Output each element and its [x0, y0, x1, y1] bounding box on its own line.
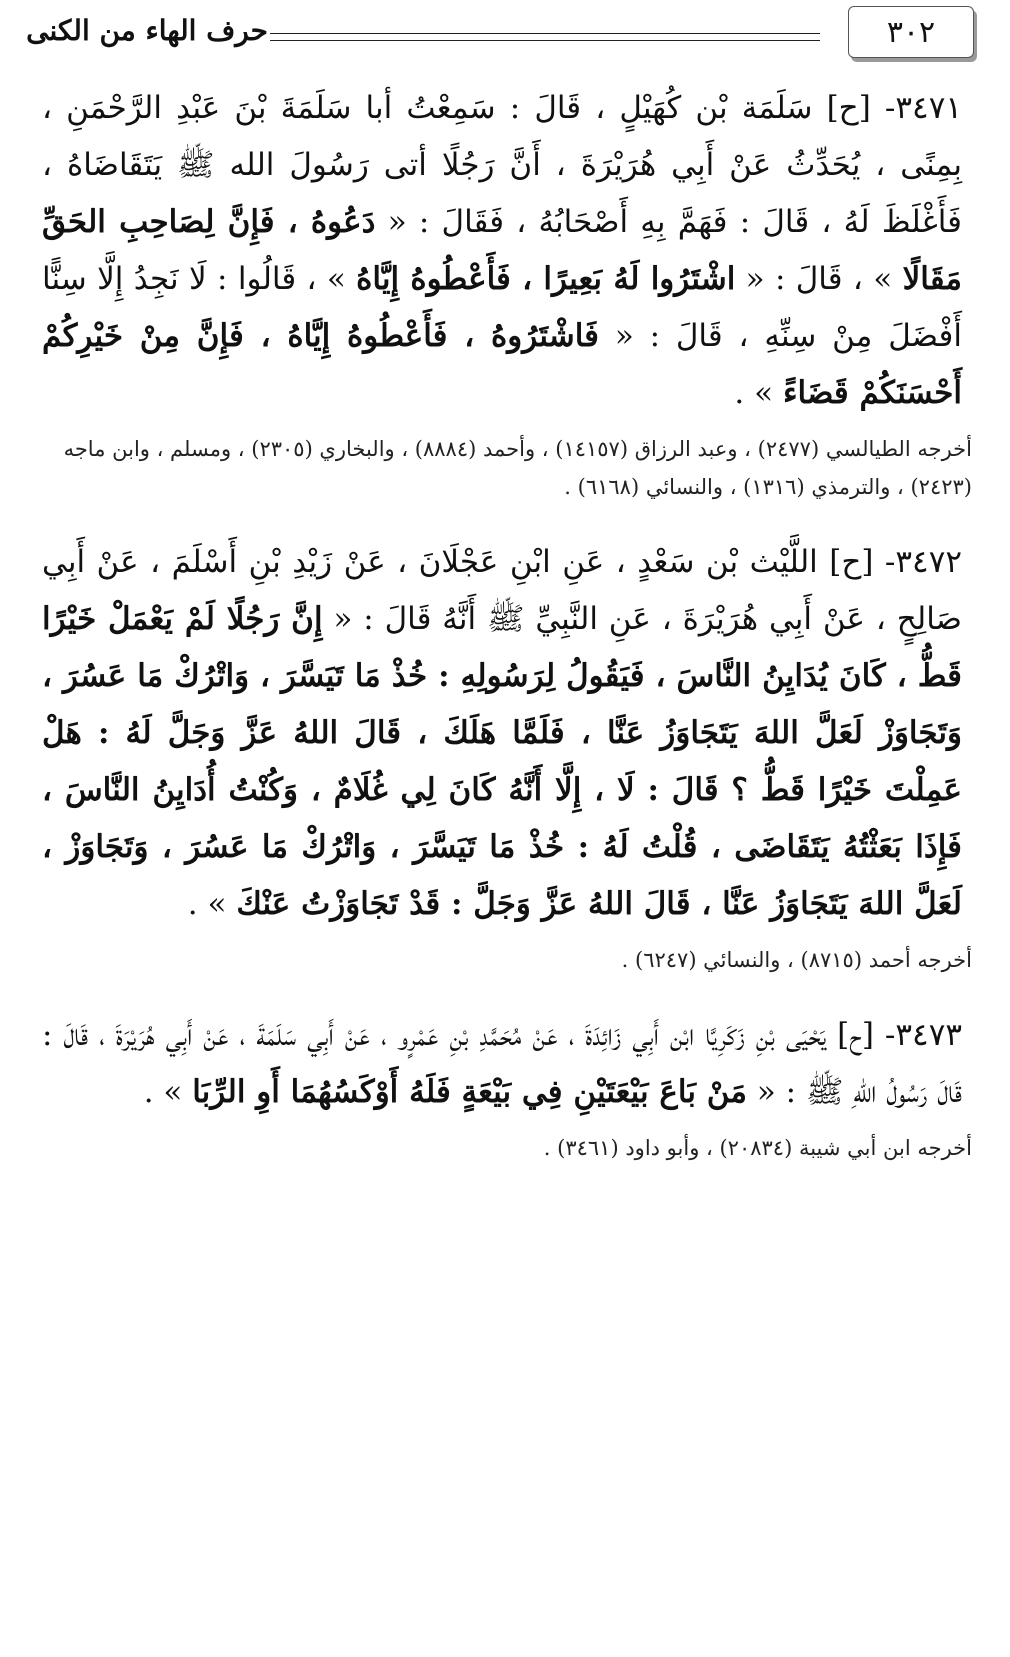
hadith-number: ٣٤٧٣- — [884, 1017, 962, 1053]
hadith-text — [42, 80, 972, 422]
header-double-rule — [270, 33, 820, 41]
hadith-text-part-bold: دَعُوهُ ، فَإِنَّ لِصَاحِبِ الحَقِّ مَقَالًا — [42, 204, 962, 297]
hadith-text-part: » . — [187, 886, 237, 922]
hadith-text-part-bold: إِنَّ رَجُلًا لَمْ يَعْمَلْ خَيْرًا قَطُّ ، كَانَ يُدَايِنُ النَّاسَ ، فَيَقُولُ لِرَسُولِهِ : خُذْ مَا تَيَسَّرَ ، وَاتْرُكْ مَا عَسُرَ ، وَتَجَاوَزْ لَعَلَّ اللهَ يَتَجَاوَزُ عَنَّا ، فَلَمَّا هَلَكَ ، قَالَ اللهُ عَزَّ وَجَلَّ لَهُ : هَلْ عَمِلْتَ خَيْرًا قَطُّ ؟ قَالَ : لَا ، إِلَّا أَنَّهُ كَانَ لِي غُلَامٌ ، وَكُنْتُ أُدَايِنُ النَّاسَ ، فَإِذَا بَعَثْتُهُ يَتَقَاضَى ، قُلْتُ لَهُ : خُذْ مَا تَيَسَّرَ ، وَاتْرُكْ مَا عَسُرَ ، وَتَجَاوَزْ ، لَعَلَّ اللهَ يَتَجَاوَزُ عَنَّا ، قَالَ اللهُ عَزَّ وَجَلَّ : قَدْ تَجَاوَزْتُ عَنْكَ — [42, 601, 962, 922]
page-content — [42, 80, 972, 1167]
hadith-text-part: [ح] اللَّيْث بْن سَعْدٍ ، عَنِ ابْنِ عَجْلَانَ ، عَنْ زَيْدِ بْنِ أَسْلَمَ ، عَنْ أَبِي صَالِحٍ ، عَنْ أَبِي هُرَيْرَةَ ، عَنِ النَّبِيِّ ﷺ أَنَّهُ قَالَ : « — [42, 544, 962, 637]
hadith-text-part: [ح] يَحْيَى بْنِ زَكَرِيَّا ابْن أَبِي زَائِدَةَ ، عَنْ مُحَمَّدِ بْنِ عَمْرٍو ، عَنْ أَبِي سَلَمَةَ ، عَنْ أَبِي هُرَيْرَةَ ، قَالَ : قَالَ رَسُولُ اللهِ ﷺ : « — [42, 1017, 962, 1110]
page-number — [848, 6, 974, 58]
hadith-text-part: » . — [143, 1074, 193, 1110]
hadith-text-part-bold: اشْتَرُوا لَهُ بَعِيرًا ، فَأَعْطُوهُ إِيَّاهُ — [356, 261, 736, 297]
hadith-entry-3473 — [42, 1007, 972, 1167]
hadith-source: أخرجه أحمد (٨٧١٥) ، والنسائي (٦٢٤٧) . — [621, 948, 972, 972]
chapter-title: حرف الهاء من الكنى — [26, 14, 268, 47]
hadith-text-part: » . — [734, 375, 783, 411]
hadith-source: أخرجه الطيالسي (٢٤٧٧) ، وعبد الرزاق (١٤١٥٧) ، وأحمد (٨٨٨٤) ، والبخاري (٢٣٠٥) ، ومسلم ، وابن ماجه (٢٤٢٣) ، والترمذي (١٣١٦) ، والنسائي (٦١٦٨) . — [63, 437, 972, 499]
page-number-text: ٣٠٢ — [886, 14, 936, 50]
hadith-text-part-bold: مَنْ بَاعَ بَيْعَتَيْنِ فِي بَيْعَةٍ فَلَهُ أَوْكَسُهُمَا أَوِ الرِّبَا — [192, 1074, 747, 1110]
hadith-text-part-bold: فَاشْتَرُوهُ ، فَأَعْطُوهُ إِيَّاهُ ، فَإِنَّ مِنْ خَيْرِكُمْ أَحْسَنَكُمْ قَضَاءً — [42, 318, 962, 411]
hadith-source: أخرجه ابن أبي شيبة (٢٠٨٣٤) ، وأبو داود (٣٤٦١) . — [543, 1136, 972, 1160]
hadith-text — [42, 1007, 972, 1121]
hadith-entry-3471 — [42, 80, 972, 506]
hadith-entry-3472 — [42, 534, 972, 979]
hadith-text — [42, 534, 972, 933]
hadith-text-part: » ، قَالُوا : لَا نَجِدُ إِلَّا سِنًّا أَفْضَلَ مِنْ سِنِّهِ ، قَالَ : « — [42, 261, 962, 354]
hadith-text-part: » ، قَالَ : « — [735, 261, 903, 297]
hadith-text-part: [ح] سَلَمَة بْن كُهَيْلٍ ، قَالَ : سَمِعْتُ أبا سَلَمَةَ بْنَ عَبْدِ الرَّحْمَنِ ، بِمِنًى ، يُحَدِّثُ عَنْ أَبِي هُرَيْرَةَ ، أَنَّ رَجُلًا أتى رَسُولَ الله ﷺ يَتَقَاضَاهُ ، فَأَغْلَظَ لَهُ ، قَالَ : فَهَمَّ بِهِ أَصْحَابُهُ ، فَقَالَ : « — [42, 90, 963, 240]
hadith-number: ٣٤٧٢- — [884, 544, 962, 580]
hadith-number: ٣٤٧١- — [884, 90, 962, 126]
page-header — [0, 0, 1010, 70]
